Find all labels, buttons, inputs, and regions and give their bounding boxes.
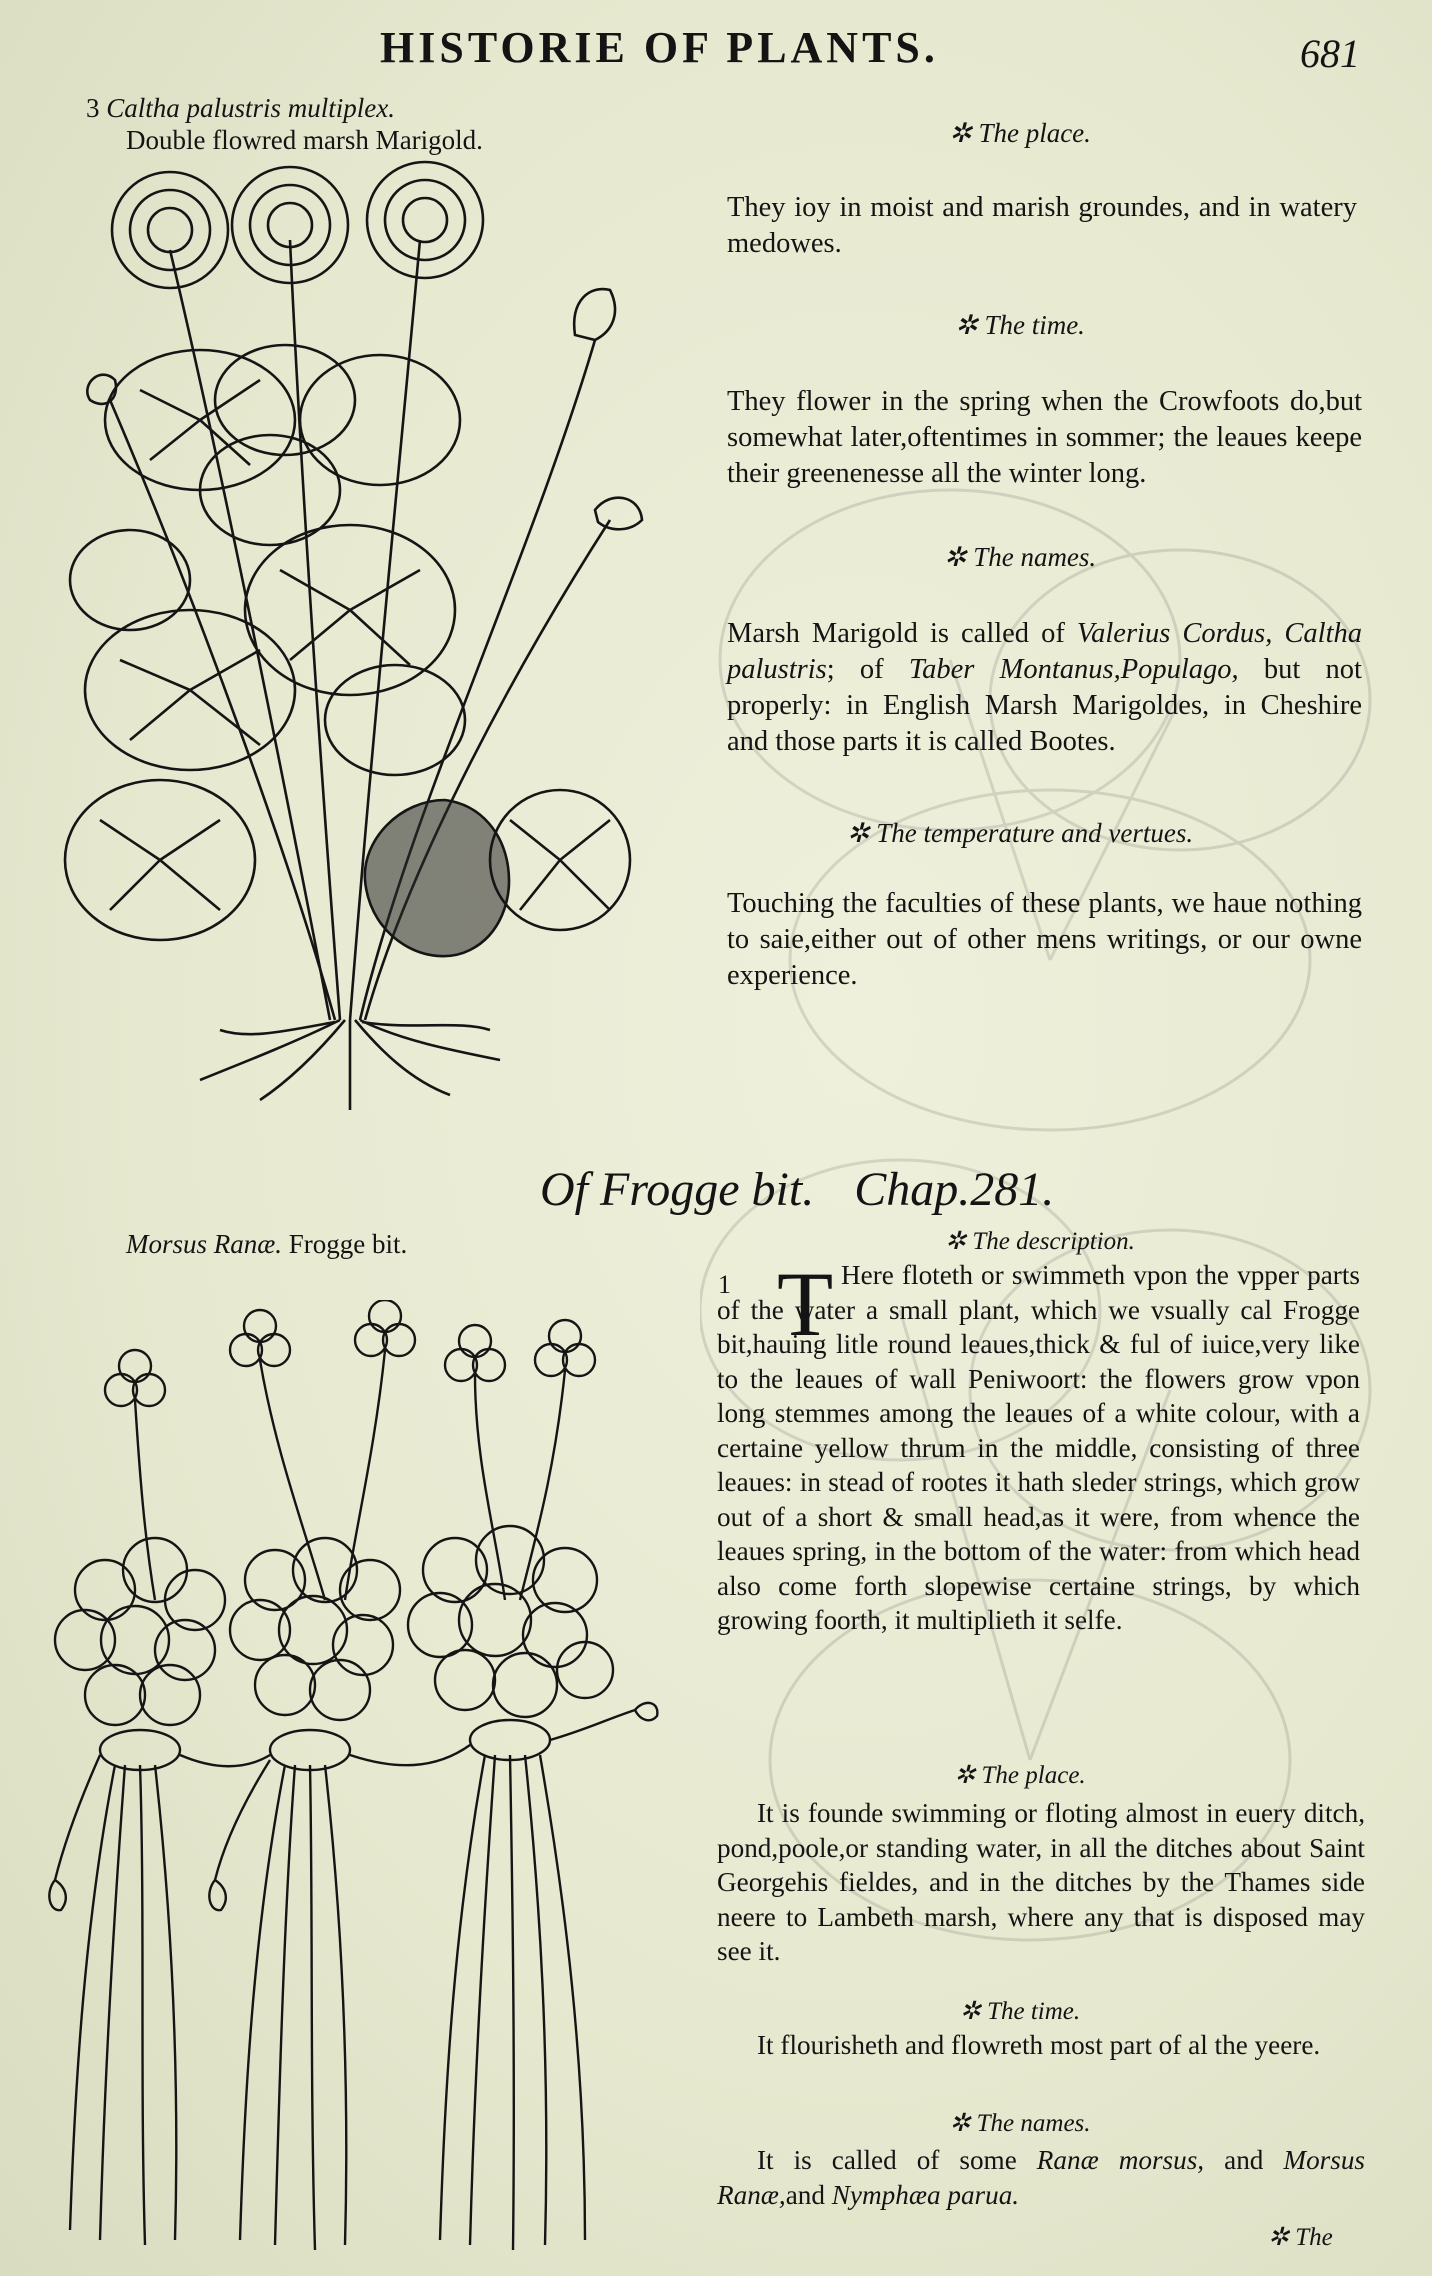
names-heading-1: ✲ The names. xyxy=(943,542,1097,572)
virtues-heading-1: ✲ The temperature and vertues. xyxy=(846,818,1194,848)
figure2-english-name: Frogge bit. xyxy=(288,1229,408,1259)
place-heading-2: ✲ The place. xyxy=(954,1762,1086,1789)
figure1-number: 3 xyxy=(86,93,100,123)
description-text-2: Here floteth or swimmeth vpon the vpper parts of the water a small plant, which we vsually cal Frogge bit,hauing litle round leaues,thick & ful of iuice,very like to the leaues of wall Peniwoort: the flowers grow vpon long stemmes among the leaues of a white colour, with a certaine yellow thrum in the middle, consisting of three leaues: in stead of rootes it hath sleder strings, which grow out of a short & small head,as it were, from whence the leaues spring, in the bottom of the water: from which head also come forth slopewise certaine strings, by which growing foorth, it multiplieth it selfe. xyxy=(717,1260,1360,1635)
marsh-marigold-woodcut xyxy=(50,160,650,1120)
figure2-latin-name: Morsus Ranæ. xyxy=(126,1229,283,1259)
names-text-1: Marsh Marigold is called of Valerius Cordus, Caltha palustris; of Taber Montanus,Populago, but not properly: in English Marsh Marigoldes, in Cheshire and those parts it is called Bootes. xyxy=(727,618,1362,757)
chapter-title: Of Frogge bit. Chap.281. xyxy=(540,1163,1055,1216)
figure2-caption xyxy=(126,1228,506,1260)
place-text-2: It is founde swimming or floting almost in euery ditch, pond,poole,or standing water, in all the ditches about Saint Georgehis fieldes, and in the ditches by the Thames side neere to Lambeth marsh, where any that is disposed may see it. xyxy=(717,1798,1365,1966)
frogge-bit-woodcut xyxy=(45,1300,675,2260)
names-heading-2: ✲ The names. xyxy=(949,2110,1091,2137)
place-heading-1: ✲ The place. xyxy=(949,118,1091,148)
page-number: 681 xyxy=(1300,31,1360,76)
paragraph-number: 1 xyxy=(718,1270,731,1299)
description-heading-2: ✲ The description. xyxy=(945,1228,1135,1255)
time-text-2: It flourisheth and flowreth most part of al the yeere. xyxy=(757,2030,1321,2060)
place-text-1: They ioy in moist and marish groundes, and in watery medowes. xyxy=(727,192,1357,259)
time-heading-2: ✲ The time. xyxy=(959,1998,1081,2025)
time-heading-1: ✲ The time. xyxy=(955,310,1085,340)
figure1-english-name: Double flowred marsh Marigold. xyxy=(126,125,483,155)
figure1-latin-name: Caltha palustris multiplex. xyxy=(106,93,396,123)
names-text-2: It is called of some Ranæ morsus, and Morsus Ranæ,and Nymphæa parua. xyxy=(717,2145,1365,2210)
virtues-text-1: Touching the faculties of these plants, we haue nothing to saie,either out of other mens writings, or our owne experience. xyxy=(727,888,1362,991)
time-text-1: They flower in the spring when the Crowfoots do,but somewhat later,oftentimes in sommer; the leaues keepe their greenenesse all the winter long. xyxy=(727,386,1362,489)
catchword: ✲ The xyxy=(1268,2224,1333,2251)
running-head: HISTORIE OF PLANTS. xyxy=(380,23,939,72)
figure1-caption xyxy=(86,92,546,156)
drop-cap: T xyxy=(777,1253,834,1355)
